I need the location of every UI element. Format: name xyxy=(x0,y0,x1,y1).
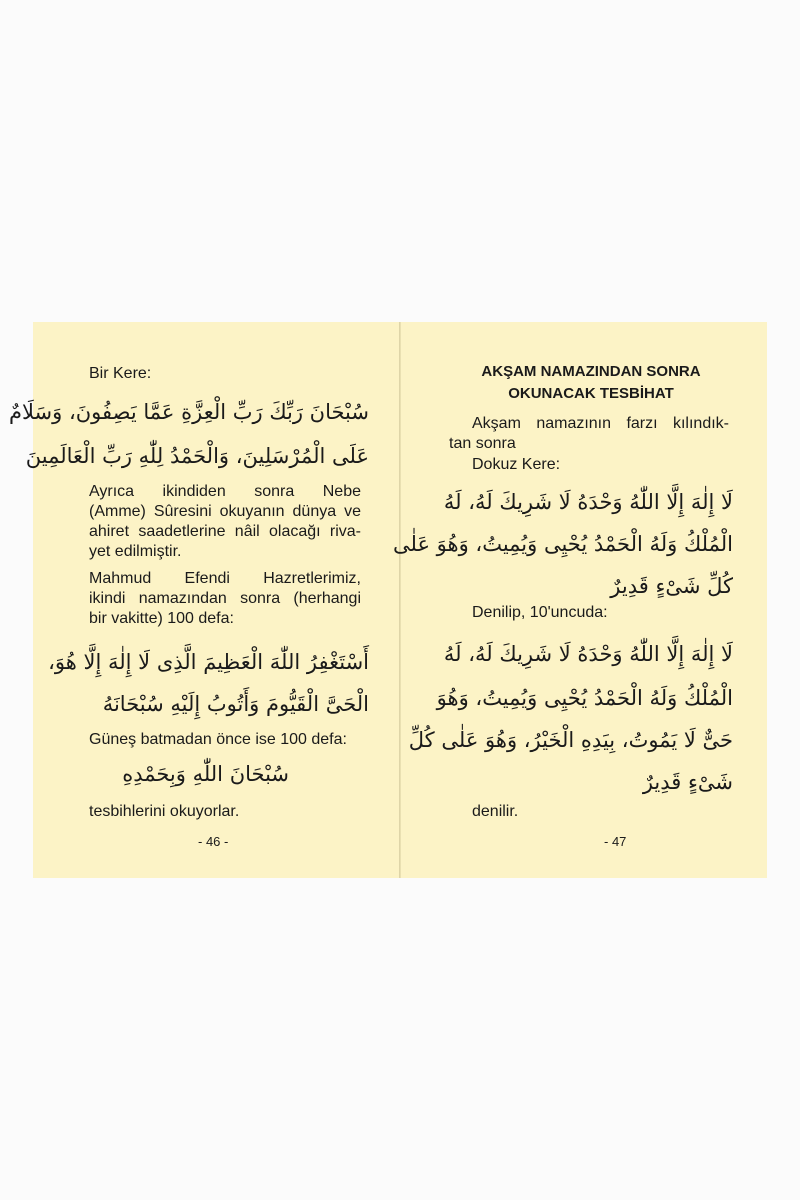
paragraph-line: Denilip, 10'uncuda: xyxy=(472,604,608,621)
paragraph-line: Akşam namazının farzı kılındık- xyxy=(472,415,729,432)
section-heading: OKUNACAK TESBİHAT xyxy=(508,385,674,402)
paragraph-line: Dokuz Kere: xyxy=(472,456,561,473)
paragraph-line: tesbihlerini okuyorlar. xyxy=(89,803,240,820)
paragraph-line: tan sonra xyxy=(449,435,516,452)
paragraph-line: Ayrıca ikindiden sonra Nebe xyxy=(89,483,361,500)
paragraph-line: yet edilmiştir. xyxy=(89,543,182,560)
arabic-line: الْمُلْكُ وَلَهُ الْحَمْدُ يُحْيِى وَيُمِيتُ، وَهُوَ عَلٰى xyxy=(393,532,733,556)
paragraph-bir-kere: Bir Kere: xyxy=(89,365,152,382)
page-number: - 47 xyxy=(604,834,627,849)
paragraph-line: Mahmud Efendi Hazretlerimiz, xyxy=(89,570,361,587)
arabic-line: أَسْتَغْفِرُ اللّٰهَ الْعَظِيمَ الَّذِى لَا إِلٰهَ إِلَّا هُوَ، xyxy=(48,650,369,674)
arabic-line: لَا إِلٰهَ إِلَّا اللّٰهُ وَحْدَهُ لَا شَرِيكَ لَهُ، لَهُ xyxy=(443,642,733,666)
arabic-line: حَىٌّ لَا يَمُوتُ، بِيَدِهِ الْخَيْرُ، وَهُوَ عَلٰى كُلِّ xyxy=(408,728,733,752)
book-spread xyxy=(9,322,767,878)
arabic-line: سُبْحَانَ اللّٰهِ وَبِحَمْدِهِ xyxy=(122,762,289,786)
paragraph-line: (Amme) Sûresini okuyanın dünya ve xyxy=(89,503,361,520)
page-number: - 46 - xyxy=(198,834,229,849)
arabic-line: الْمُلْكُ وَلَهُ الْحَمْدُ يُحْيِى وَيُمِيتُ، وَهُوَ xyxy=(436,686,733,710)
arabic-line: كُلِّ شَىْءٍ قَدِيرٌ xyxy=(610,574,733,598)
paragraph-line: denilir. xyxy=(472,803,519,820)
paragraph-line: bir vakitte) 100 defa: xyxy=(89,610,234,627)
left-page xyxy=(9,322,399,878)
paragraph-line: ahiret saadetlerine nâil olacağı riva- xyxy=(89,523,361,540)
arabic-line: سُبْحَانَ رَبِّكَ رَبِّ الْعِزَّةِ عَمَّا يَصِفُونَ، وَسَلَامٌ xyxy=(9,400,369,424)
arabic-line: لَا إِلٰهَ إِلَّا اللّٰهُ وَحْدَهُ لَا شَرِيكَ لَهُ، لَهُ xyxy=(443,490,733,514)
paragraph-line: ikindi namazından sonra (herhangi xyxy=(89,590,361,607)
right-page xyxy=(393,322,767,878)
section-heading: AKŞAM NAMAZINDAN SONRA xyxy=(481,363,701,380)
arabic-line: شَىْءٍ قَدِيرٌ xyxy=(642,770,733,794)
paragraph-line: Güneş batmadan önce ise 100 defa: xyxy=(89,731,347,748)
arabic-line: عَلَى الْمُرْسَلِينَ، وَالْحَمْدُ لِلّٰهِ رَبِّ الْعَالَمِينَ xyxy=(25,444,369,468)
arabic-line: الْحَىَّ الْقَيُّومَ وَأَتُوبُ إِلَيْهِ سُبْحَانَهُ xyxy=(102,692,369,716)
